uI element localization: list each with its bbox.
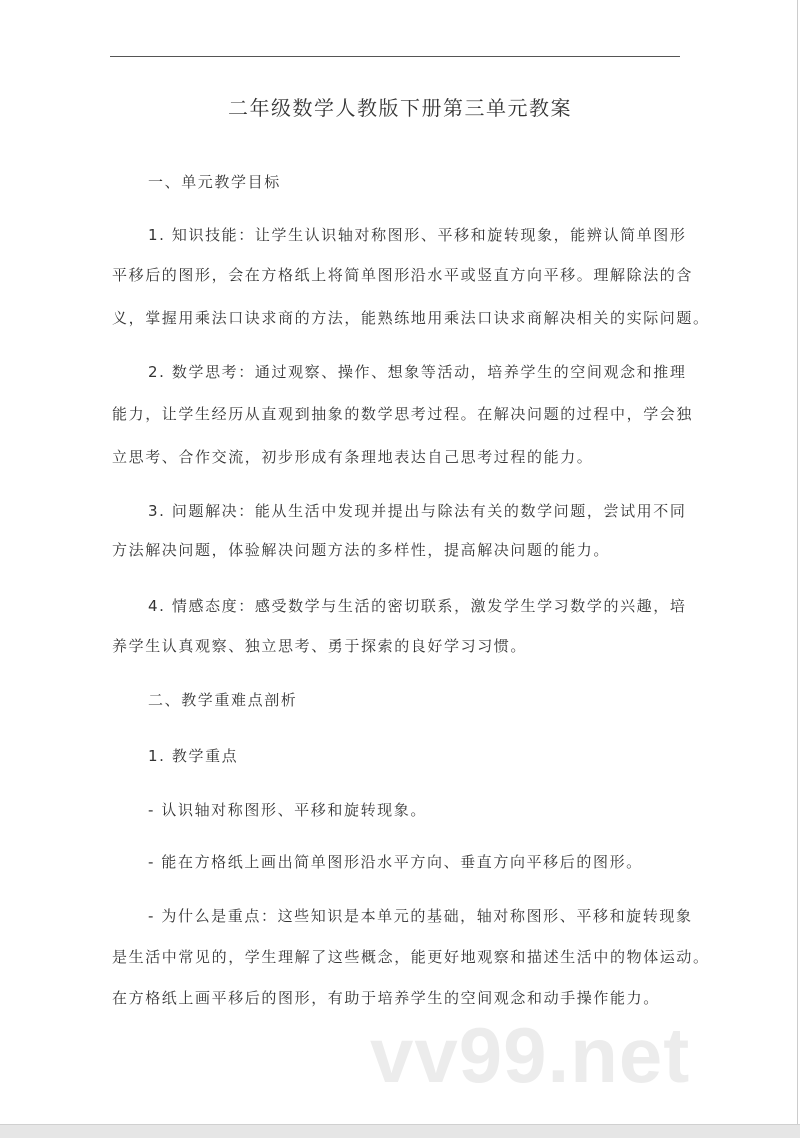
section-heading: 一、单元教学目标 — [148, 173, 281, 191]
bullet-line: - 能在方格纸上画出简单图形沿水平方向、垂直方向平移后的图形。 — [148, 853, 643, 871]
paragraph-line: 3. 问题解决：能从生活中发现并提出与除法有关的数学问题，尝试用不同 — [148, 502, 687, 520]
page-edge — [797, 0, 798, 1124]
watermark: vv99.net — [370, 1011, 691, 1099]
page-bottom-strip — [0, 1124, 800, 1138]
document-title: 二年级数学人教版下册第三单元教案 — [228, 96, 572, 120]
header-rule — [110, 56, 680, 57]
paragraph-line: 是生活中常见的，学生理解了这些概念，能更好地观察和描述生活中的物体运动。 — [112, 948, 710, 966]
paragraph-line: 2. 数学思考：通过观察、操作、想象等活动，培养学生的空间观念和推理 — [148, 363, 687, 381]
paragraph-line: 方法解决问题，体验解决问题方法的多样性，提高解决问题的能力。 — [112, 541, 611, 559]
paragraph-line: 养学生认真观察、独立思考、勇于探索的良好学习习惯。 — [112, 637, 528, 655]
bullet-line: - 为什么是重点：这些知识是本单元的基础，轴对称图形、平移和旋转现象 — [148, 907, 693, 925]
paragraph-line: 能力，让学生经历从直观到抽象的数学思考过程。在解决问题的过程中，学会独 — [112, 405, 694, 423]
paragraph-line: 平移后的图形，会在方格纸上将简单图形沿水平或竖直方向平移。理解除法的含 — [112, 266, 694, 284]
bullet-line: - 认识轴对称图形、平移和旋转现象。 — [148, 801, 427, 819]
paragraph-line: 立思考、合作交流，初步形成有条理地表达自己思考过程的能力。 — [112, 448, 594, 466]
paragraph-line: 4. 情感态度：感受数学与生活的密切联系，激发学生学习数学的兴趣，培 — [148, 597, 687, 615]
paragraph-line: 1. 知识技能：让学生认识轴对称图形、平移和旋转现象，能辨认简单图形 — [148, 226, 687, 244]
section-heading: 二、教学重难点剖析 — [148, 691, 298, 709]
subsection-heading: 1. 教学重点 — [148, 747, 239, 765]
paragraph-line: 义，掌握用乘法口诀求商的方法，能熟练地用乘法口诀求商解决相关的实际问题。 — [112, 309, 710, 327]
paragraph-line: 在方格纸上画平移后的图形，有助于培养学生的空间观念和动手操作能力。 — [112, 989, 660, 1007]
